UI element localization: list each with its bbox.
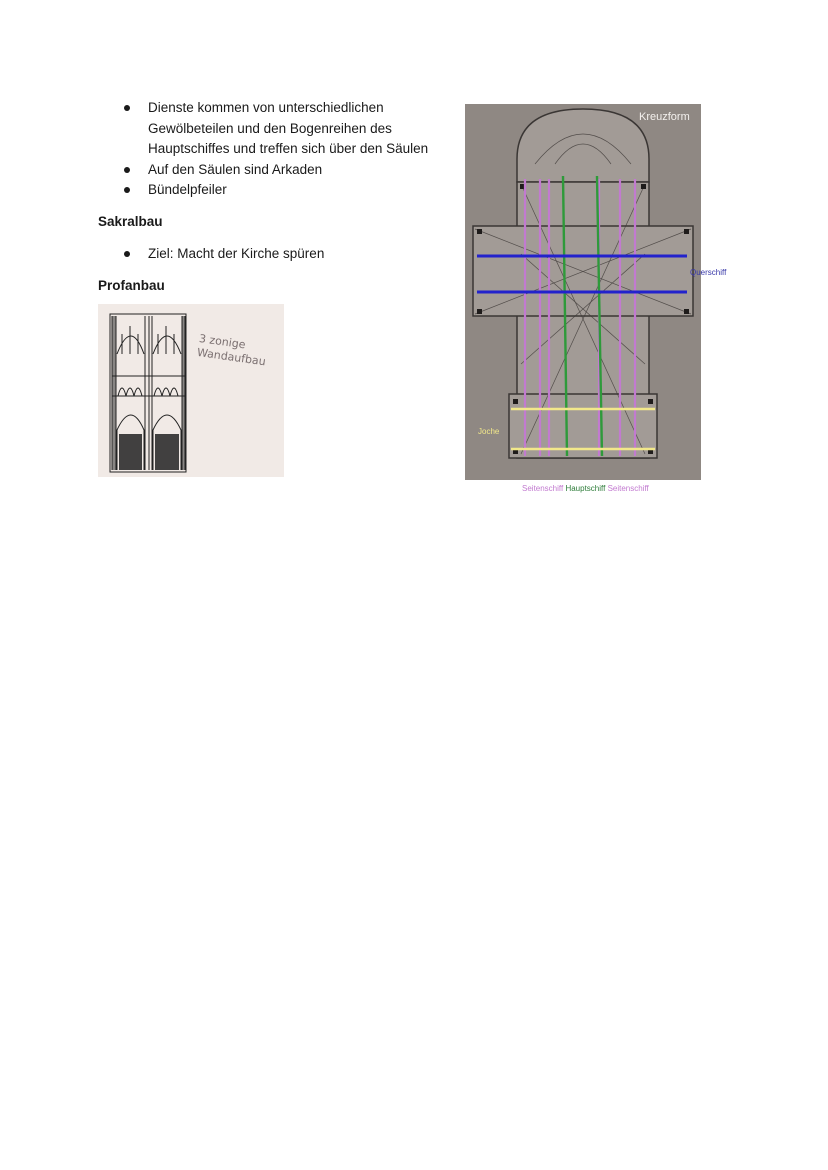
cathedral-floor-plan-image — [465, 104, 701, 480]
sakralbau-heading: Sakralbau — [98, 214, 163, 229]
sakralbau-list — [118, 244, 418, 264]
plan-title: Kreuzform — [639, 111, 690, 123]
querschiff-label: Querschiff — [690, 268, 727, 277]
plan-legend — [522, 484, 649, 493]
facade-sketch-image — [98, 304, 284, 477]
bullet-item: Bündelpfeiler — [118, 180, 458, 201]
legend-seitenschiff-left: Seitenschiff — [522, 484, 564, 493]
handwritten-note: 3 zonige Wandaufbau — [196, 332, 267, 369]
bullet-list — [118, 98, 458, 201]
gothic-wall-drawing — [98, 304, 284, 477]
bullet-item: Dienste kommen von unterschiedlichen Gewölbeteilen und den Bogenreihen des Hauptschiffes und treffen sich über den Säulen — [118, 98, 458, 160]
legend-hauptschiff: Hauptschiff — [565, 484, 606, 493]
joche-label: Joche — [478, 427, 500, 436]
bullet-item: Ziel: Macht der Kirche spüren — [118, 244, 418, 264]
floor-plan-drawing — [465, 104, 701, 480]
bullet-item: Auf den Säulen sind Arkaden — [118, 160, 458, 181]
legend-seitenschiff-right: Seitenschiff — [607, 484, 649, 493]
profanbau-heading: Profanbau — [98, 278, 165, 293]
